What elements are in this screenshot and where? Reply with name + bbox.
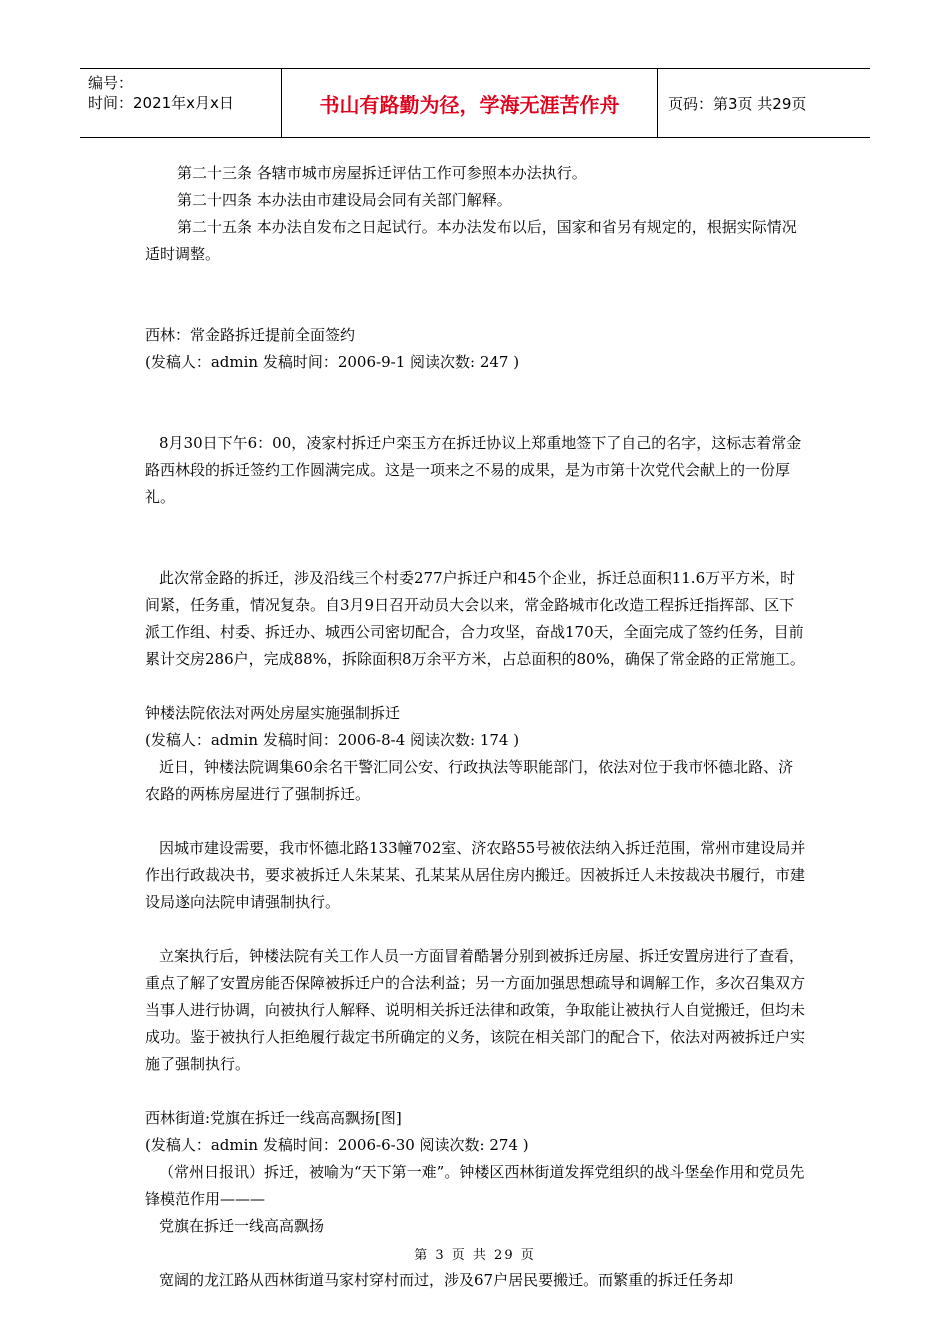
document-body bbox=[145, 160, 807, 1294]
article-paragraph: 此次常金路的拆迁，涉及沿线三个村委277户拆迁户和45个企业，拆迁总面积11.6万平方米，时间紧，任务重，情况复杂。自3月9日召开动员大会以来，常金路城市化改造工程拆迁指挥部、区下派工作组、村委、拆迁办、城西公司密切配合，合力攻坚，奋战170天，全面完成了签约任务，目前累计交房286户，完成88%，拆除面积8万余平方米，占总面积的80%，确保了常金路的正常施工。 bbox=[145, 569, 805, 668]
article-title: 西林：常金路拆迁提前全面签约 bbox=[145, 326, 356, 344]
clause-24: 第二十四条 本办法由市建设局会同有关部门解释。 bbox=[177, 191, 512, 209]
article-paragraph: （常州日报讯）拆迁，被喻为“天下第一难”。钟楼区西林街道发挥党组织的战斗堡垒作用和党员先锋模范作用——— bbox=[145, 1163, 805, 1208]
page-footer: 第 3 页 共 29 页 bbox=[414, 1248, 536, 1263]
page-header bbox=[80, 68, 870, 138]
header-number-label: 编号： bbox=[88, 74, 134, 92]
article-paragraph: 8月30日下午6：00，凌家村拆迁户栾玉方在拆迁协议上郑重地签下了自己的名字，这标志着常金路西林段的拆迁签约工作圆满完成。这是一项来之不易的成果，是为市第十次党代会献上的一份厚礼。 bbox=[145, 434, 802, 506]
header-motto: 书山有路勤为径，学海无涯苦作舟 bbox=[282, 69, 658, 137]
article-paragraph: 立案执行后，钟楼法院有关工作人员一方面冒着酷暑分别到被拆迁房屋、拆迁安置房进行了查看，重点了解了安置房能否保障被拆迁户的合法利益；另一方面加强思想疏导和调解工作，多次召集双方当事人进行协调，向被执行人解释、说明相关拆迁法律和政策，争取能让被执行人自觉搬迁，但均未成功。鉴于被执行人拒绝履行裁定书所确定的义务，该院在相关部门的配合下，依法对两被拆迁户实施了强制执行。 bbox=[145, 947, 806, 1073]
header-meta bbox=[80, 69, 282, 137]
clause-25: 第二十五条 本办法自发布之日起试行。本办法发布以后，国家和省另有规定的，根据实际情况适时调整。 bbox=[145, 218, 797, 263]
clause-23: 第二十三条 各辖市城市房屋拆迁评估工作可参照本办法执行。 bbox=[177, 164, 587, 182]
header-time-label: 时间：2021年x月x日 bbox=[88, 94, 234, 112]
article-title: 钟楼法院依法对两处房屋实施强制拆迁 bbox=[145, 704, 401, 722]
header-page-label: 页码：第3页 共29页 bbox=[668, 94, 807, 113]
article-paragraph: 宽阔的龙江路从西林街道马家村穿村而过，涉及67户居民要搬迁。而繁重的拆迁任务却 bbox=[159, 1271, 734, 1289]
article-meta: (发稿人：admin 发稿时间：2006-6-30 阅读次数: 274 ) bbox=[145, 1136, 529, 1154]
article-title: 西林街道:党旗在拆迁一线高高飘扬[图] bbox=[145, 1109, 402, 1127]
article-subheading: 党旗在拆迁一线高高飘扬 bbox=[159, 1217, 325, 1235]
article-paragraph: 因城市建设需要，我市怀德北路133幢702室、济农路55号被依法纳入拆迁范围，常州市建设局并作出行政裁决书，要求被拆迁人朱某某、孔某某从居住房内搬迁。因被拆迁人未按裁决书履行，市建设局遂向法院申请强制执行。 bbox=[145, 839, 806, 911]
article-paragraph: 近日，钟楼法院调集60余名干警汇同公安、行政执法等职能部门，依法对位于我市怀德北路、济农路的两栋房屋进行了强制拆迁。 bbox=[145, 758, 794, 803]
article-meta: (发稿人：admin 发稿时间：2006-9-1 阅读次数: 247 ) bbox=[145, 353, 520, 371]
article-meta: (发稿人：admin 发稿时间：2006-8-4 阅读次数: 174 ) bbox=[145, 731, 520, 749]
